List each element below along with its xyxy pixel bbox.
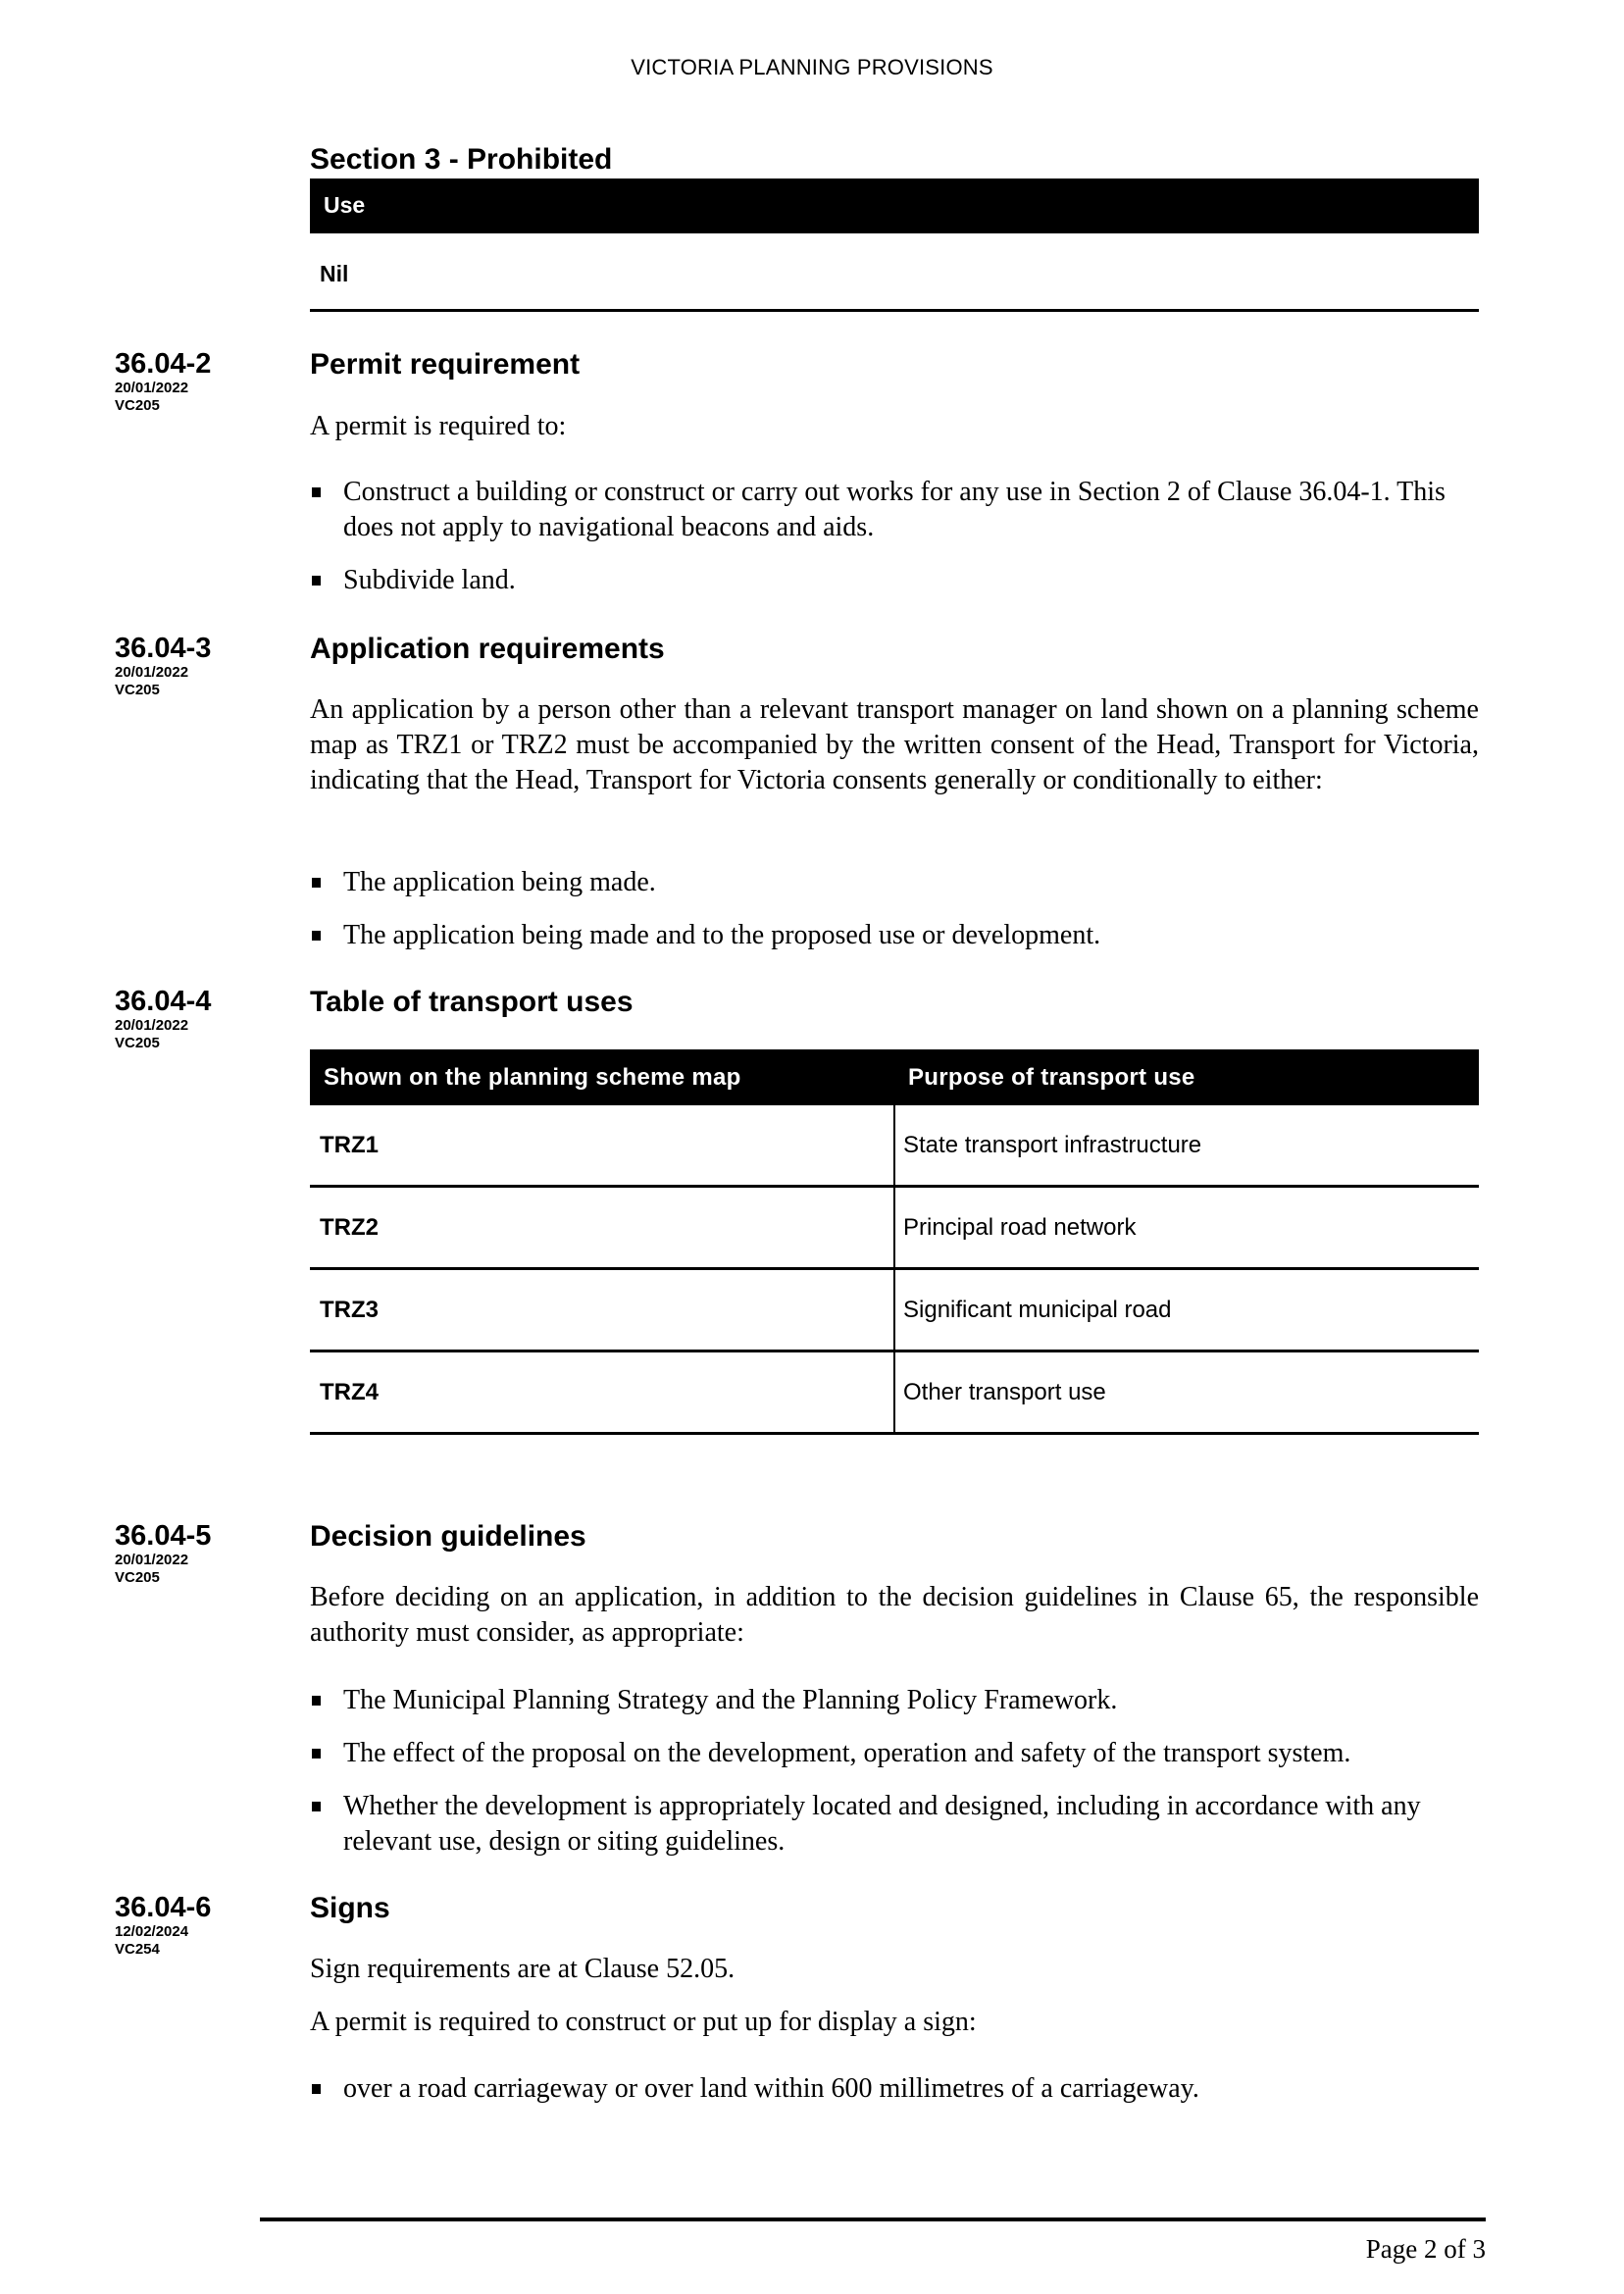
clause-paragraph: A permit is required to:: [310, 411, 567, 441]
clause-heading: Permit requirement: [310, 348, 581, 381]
list-item: Subdivide land.: [310, 563, 1479, 598]
list-item: Whether the development is appropriately located and designed, including in accordance with any relevant use, design or siting guidelines.: [310, 1789, 1479, 1860]
table-row: Nil: [310, 233, 1479, 312]
list-item: The application being made.: [310, 865, 1479, 900]
zone-code: TRZ3: [310, 1269, 894, 1351]
clause-amendment: VC205: [115, 1035, 160, 1051]
column-header: Shown on the planning scheme map: [310, 1049, 894, 1105]
clause-amendment: VC205: [115, 1569, 160, 1586]
clause-amendment: VC205: [115, 397, 160, 414]
clause-date: 20/01/2022: [115, 1017, 189, 1034]
clause-number: 36.04-5: [115, 1520, 212, 1552]
bullet-list: [310, 1683, 1479, 1877]
page-number: Page 2 of 3: [1365, 2234, 1486, 2264]
clause-number-block: [115, 986, 291, 1052]
list-item: over a road carriageway or over land within 600 millimetres of a carriageway.: [310, 2071, 1479, 2107]
clause-heading: Decision guidelines: [310, 1520, 586, 1553]
zone-purpose: Principal road network: [894, 1187, 1479, 1269]
list-item: The application being made and to the proposed use or development.: [310, 918, 1479, 953]
clause-date: 12/02/2024: [115, 1923, 189, 1940]
table-row: [310, 1105, 1479, 1187]
clause-paragraph: A permit is required to construct or put up for display a sign:: [310, 2007, 977, 2037]
table-header-row: [310, 1049, 1479, 1105]
footer-divider: [260, 2218, 1486, 2221]
zone-code: TRZ4: [310, 1351, 894, 1434]
square-bullet-icon: [312, 487, 321, 497]
zone-purpose: Other transport use: [894, 1351, 1479, 1434]
list-item: The Municipal Planning Strategy and the Planning Policy Framework.: [310, 1683, 1479, 1718]
square-bullet-icon: [312, 931, 321, 941]
table-header-use: Use: [310, 178, 1479, 233]
square-bullet-icon: [312, 2084, 321, 2094]
clause-heading: Application requirements: [310, 633, 665, 665]
zone-code: TRZ2: [310, 1187, 894, 1269]
running-header: VICTORIA PLANNING PROVISIONS: [631, 55, 993, 79]
square-bullet-icon: [312, 1749, 321, 1759]
clause-paragraph: Before deciding on an application, in addition to the decision guidelines in Clause 65, the responsible authority must consider, as appropriate:: [310, 1582, 1479, 1648]
clause-amendment: VC254: [115, 1941, 160, 1958]
clause-number-block: [115, 1892, 291, 1959]
table-row: [310, 1269, 1479, 1351]
clause-paragraph: Sign requirements are at Clause 52.05.: [310, 1954, 736, 1984]
clause-number: 36.04-6: [115, 1892, 212, 1923]
square-bullet-icon: [312, 1696, 321, 1706]
square-bullet-icon: [312, 1802, 321, 1811]
clause-paragraph: An application by a person other than a relevant transport manager on land shown on a planning scheme map as TRZ1 or TRZ2 must be accompanied by the written consent of the Head, Transport for Victoria, indicating that the Head, Transport for Victoria consents generally or conditionally to either:: [310, 694, 1479, 795]
clause-number-block: [115, 633, 291, 699]
list-item: Construct a building or construct or carry out works for any use in Section 2 of Clause 36.04-1. This does not apply to navigational beacons and aids.: [310, 475, 1479, 545]
zone-code: TRZ1: [310, 1105, 894, 1187]
bullet-list: [310, 865, 1479, 971]
clause-number: 36.04-2: [115, 348, 212, 380]
table-row: [310, 1187, 1479, 1269]
clause-date: 20/01/2022: [115, 1552, 189, 1568]
clause-number-block: [115, 348, 291, 415]
transport-uses-table: [310, 1049, 1479, 1435]
table-row: [310, 1351, 1479, 1434]
clause-heading: Table of transport uses: [310, 986, 634, 1018]
clause-number-block: [115, 1520, 291, 1587]
zone-purpose: Significant municipal road: [894, 1269, 1479, 1351]
square-bullet-icon: [312, 576, 321, 586]
prohibited-use-table: [310, 178, 1479, 312]
bullet-list: [310, 2071, 1479, 2124]
bullet-list: [310, 475, 1479, 616]
column-header: Purpose of transport use: [894, 1049, 1479, 1105]
clause-date: 20/01/2022: [115, 664, 189, 681]
zone-purpose: State transport infrastructure: [894, 1105, 1479, 1187]
list-item: The effect of the proposal on the development, operation and safety of the transport system.: [310, 1736, 1479, 1771]
clause-date: 20/01/2022: [115, 380, 189, 396]
clause-amendment: VC205: [115, 682, 160, 698]
clause-heading: Signs: [310, 1892, 390, 1924]
section-title: Section 3 - Prohibited: [310, 143, 613, 176]
clause-number: 36.04-3: [115, 633, 212, 664]
clause-number: 36.04-4: [115, 986, 212, 1017]
square-bullet-icon: [312, 878, 321, 888]
